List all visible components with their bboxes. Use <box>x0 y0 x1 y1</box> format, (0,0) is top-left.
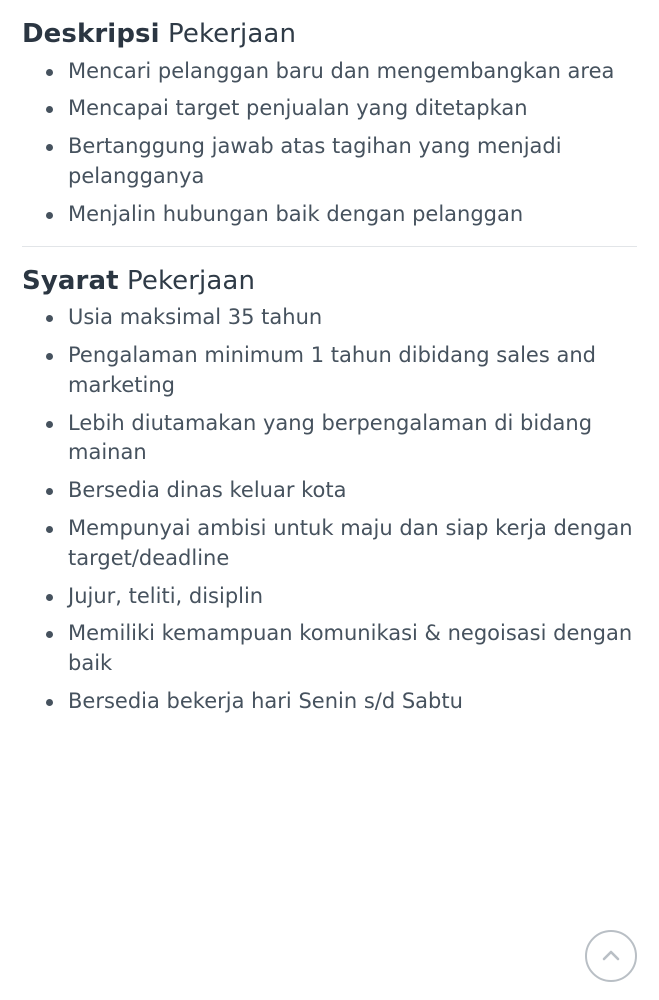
list-item: Bersedia bekerja hari Senin s/d Sabtu <box>42 687 637 717</box>
list-item: Pengalaman minimum 1 tahun dibidang sales and marketing <box>42 341 637 401</box>
description-title-rest: Pekerjaan <box>159 19 297 49</box>
list-item: Lebih diutamakan yang berpengalaman di bidang mainan <box>42 409 637 469</box>
list-item: Memiliki kemampuan komunikasi & negoisasi dengan baik <box>42 619 637 679</box>
scroll-to-top-button[interactable] <box>585 930 637 982</box>
list-item: Usia maksimal 35 tahun <box>42 303 637 333</box>
list-item: Mencari pelanggan baru dan mengembangkan area <box>42 57 637 87</box>
section-divider <box>22 246 637 247</box>
requirements-section <box>22 265 637 717</box>
list-item: Bertanggung jawab atas tagihan yang menjadi pelangganya <box>42 132 637 192</box>
chevron-up-icon <box>598 943 624 969</box>
description-list <box>22 57 637 230</box>
requirements-section-title <box>22 265 637 298</box>
list-item: Bersedia dinas keluar kota <box>42 476 637 506</box>
description-section <box>22 18 637 230</box>
list-item: Jujur, teliti, disiplin <box>42 582 637 612</box>
list-item: Mempunyai ambisi untuk maju dan siap kerja dengan target/deadline <box>42 514 637 574</box>
requirements-list <box>22 303 637 717</box>
list-item: Mencapai target penjualan yang ditetapkan <box>42 94 637 124</box>
requirements-title-rest: Pekerjaan <box>118 265 256 296</box>
description-section-title <box>22 18 637 51</box>
description-title-strong: Deskripsi <box>22 19 160 49</box>
list-item: Menjalin hubungan baik dengan pelanggan <box>42 200 637 230</box>
requirements-title-strong: Syarat <box>22 265 119 296</box>
